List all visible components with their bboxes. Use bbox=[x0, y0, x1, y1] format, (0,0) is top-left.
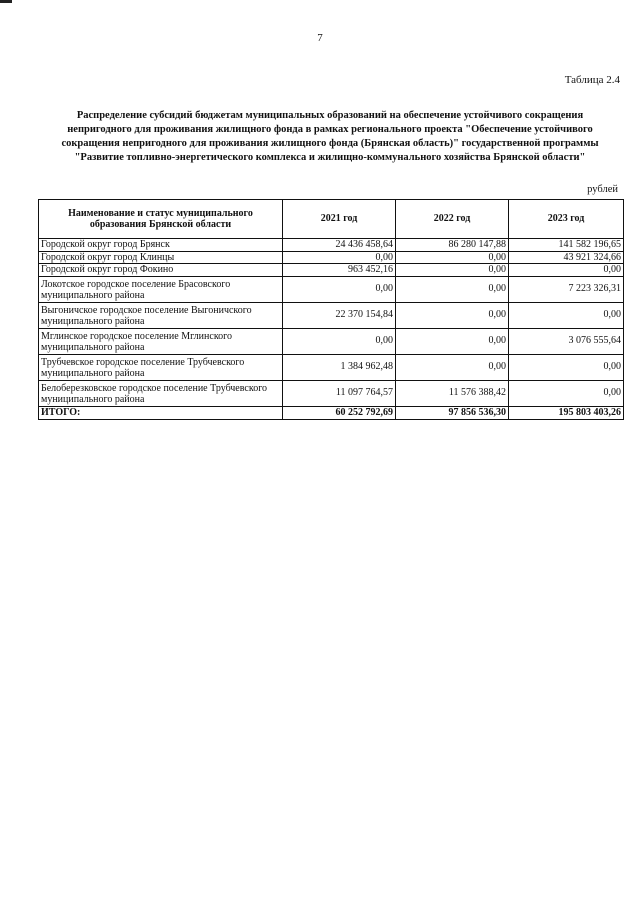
amount-2022: 86 280 147,88 bbox=[396, 239, 509, 252]
amount-2022: 0,00 bbox=[396, 251, 509, 264]
amount-2021: 24 436 458,64 bbox=[283, 239, 396, 252]
column-header-2023: 2023 год bbox=[509, 200, 624, 239]
table-row bbox=[39, 276, 624, 302]
amount-2022: 0,00 bbox=[396, 264, 509, 277]
amount-2021: 963 452,16 bbox=[283, 264, 396, 277]
amount-2021: 1 384 962,48 bbox=[283, 354, 396, 380]
amount-2022: 0,00 bbox=[396, 354, 509, 380]
table-row bbox=[39, 354, 624, 380]
amount-2021: 11 097 764,57 bbox=[283, 380, 396, 406]
amount-2023: 0,00 bbox=[509, 264, 624, 277]
amount-2022: 0,00 bbox=[396, 328, 509, 354]
municipality-name: Городской округ город Брянск bbox=[39, 239, 283, 252]
total-2023: 195 803 403,26 bbox=[509, 406, 624, 419]
unit-label: рублей bbox=[587, 184, 618, 195]
total-row bbox=[39, 406, 624, 419]
amount-2021: 0,00 bbox=[283, 251, 396, 264]
municipality-name: Белоберезковское городское поселение Трубчевского муниципального района bbox=[39, 380, 283, 406]
table-row bbox=[39, 328, 624, 354]
title-line: "Развитие топливно-энергетического комплекса и жилищно-коммунального хозяйства Брянской области" bbox=[74, 152, 586, 163]
table-label: Таблица 2.4 bbox=[564, 74, 620, 86]
amount-2021: 0,00 bbox=[283, 276, 396, 302]
amount-2021: 0,00 bbox=[283, 328, 396, 354]
amount-2023: 43 921 324,66 bbox=[509, 251, 624, 264]
municipality-name: Локотское городское поселение Брасовского муниципального района bbox=[39, 276, 283, 302]
table-row bbox=[39, 264, 624, 277]
total-2022: 97 856 536,30 bbox=[396, 406, 509, 419]
municipality-name: Городской округ город Клинцы bbox=[39, 251, 283, 264]
amount-2022: 0,00 bbox=[396, 302, 509, 328]
table-row bbox=[39, 302, 624, 328]
column-header-name: Наименование и статус муниципального образования Брянской области bbox=[39, 200, 283, 239]
table-row bbox=[39, 380, 624, 406]
table-row bbox=[39, 239, 624, 252]
table-header-row bbox=[39, 200, 624, 239]
amount-2023: 0,00 bbox=[509, 302, 624, 328]
column-header-2021: 2021 год bbox=[283, 200, 396, 239]
title-line: Распределение субсидий бюджетам муниципальных образований на обеспечение устойчивого сокращения bbox=[76, 110, 584, 121]
table-row bbox=[39, 251, 624, 264]
amount-2022: 11 576 388,42 bbox=[396, 380, 509, 406]
amount-2023: 0,00 bbox=[509, 354, 624, 380]
amount-2022: 0,00 bbox=[396, 276, 509, 302]
subsidy-table bbox=[38, 199, 624, 420]
column-header-2022: 2022 год bbox=[396, 200, 509, 239]
scan-edge-mark bbox=[0, 0, 12, 3]
municipality-name: Городской округ город Фокино bbox=[39, 264, 283, 277]
document-title bbox=[40, 109, 620, 165]
municipality-name: Выгоничское городское поселение Выгоничского муниципального района bbox=[39, 302, 283, 328]
title-line: сокращения непригодного для проживания жилищного фонда (Брянская область)" государственной программы bbox=[61, 138, 599, 149]
amount-2023: 3 076 555,64 bbox=[509, 328, 624, 354]
amount-2023: 0,00 bbox=[509, 380, 624, 406]
amount-2023: 7 223 326,31 bbox=[509, 276, 624, 302]
municipality-name: Мглинское городское поселение Мглинского муниципального района bbox=[39, 328, 283, 354]
amount-2021: 22 370 154,84 bbox=[283, 302, 396, 328]
total-label: ИТОГО: bbox=[39, 406, 283, 419]
total-2021: 60 252 792,69 bbox=[283, 406, 396, 419]
title-line: непригодного для проживания жилищного фонда в рамках регионального проекта "Обеспечение устойчивого bbox=[67, 124, 593, 135]
municipality-name: Трубчевское городское поселение Трубчевского муниципального района bbox=[39, 354, 283, 380]
page-number: 7 bbox=[317, 32, 323, 44]
amount-2023: 141 582 196,65 bbox=[509, 239, 624, 252]
